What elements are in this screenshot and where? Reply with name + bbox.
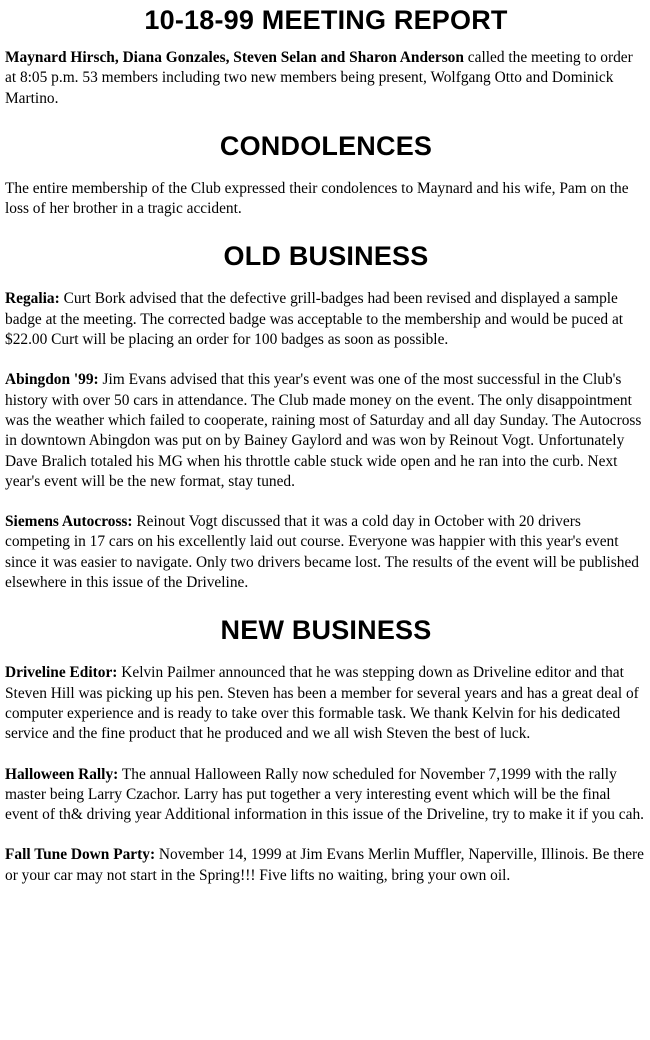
- fall-tune-down-party-lead: Fall Tune Down Party:: [5, 846, 156, 864]
- regalia-paragraph: [5, 289, 647, 350]
- report-title: 10-18-99 MEETING REPORT: [144, 5, 508, 35]
- siemens-autocross-lead: Siemens Autocross:: [5, 513, 133, 531]
- driveline-editor-lead: Driveline Editor:: [5, 664, 118, 682]
- regalia-text: Curt Bork advised that the defective grill-badges had been revised and displayed a sample badge at the meeting. The corrected badge was acceptable to the membership and would be puced at $22.00 Curt will be placing an order for 100 badges as soon as possible.: [5, 290, 624, 349]
- new-business-heading: NEW BUSINESS: [220, 615, 432, 646]
- intro-text: called the meeting to order at 8:05 p.m. 53 members including two new members being present, Wolfgang Otto and Dominick Martino.: [5, 49, 633, 107]
- halloween-rally-text: The annual Halloween Rally now scheduled for November 7,1999 with the rally master being Larry Czachor. Larry has put together a very interesting event which will be the final event of th& driving year Additional information in this issue of the Driveline, try to make it if you cah.: [5, 765, 645, 824]
- fall-tune-down-party-paragraph: [5, 845, 647, 886]
- abingdon-paragraph: [5, 370, 647, 492]
- driveline-editor-text: Kelvin Pailmer announced that he was stepping down as Driveline editor and that Steven Hill was picking up his pen. Steven has been a member for several years and has a great deal of computer experience and is ready to take over this formable task. We thank Kelvin for his dedicated service and the fine product that he produced and we all wish Steven the best of luck.: [5, 664, 639, 743]
- abingdon-text: Jim Evans advised that this year's event was one of the most successful in the Club's history with over 50 cars in attendance. The Club made money on the event. The only disappointment was the weather which failed to cooperate, raining most of Saturday and all day Sunday. The Autocross in downtown Abingdon was put on by Bainey Gaylord and was won by Reinout Vogt. Unfortunately Dave Bralich totaled his MG when his throttle cable stuck wide open and he ran into the curb. Next year's event will be the new format, stay tuned.: [5, 371, 642, 490]
- halloween-rally-paragraph: [5, 765, 647, 826]
- old-business-heading: OLD BUSINESS: [223, 241, 429, 272]
- abingdon-lead: Abingdon '99:: [5, 371, 99, 389]
- intro-lead: Maynard Hirsch, Diana Gonzales, Steven Selan and Sharon Anderson: [5, 49, 464, 66]
- condolences-paragraph: The entire membership of the Club expressed their condolences to Maynard and his wife, Pam on the loss of her brother in a tragic accident.: [5, 179, 629, 218]
- driveline-editor-paragraph: [5, 663, 647, 744]
- halloween-rally-lead: Halloween Rally:: [5, 765, 119, 783]
- siemens-autocross-text: Reinout Vogt discussed that it was a cold day in October with 20 drivers competing in 17 cars on his excellently laid out course. Everyone was happier with this year's event since it was easier to navigate. Only two drivers became lost. The results of the event will be published elsewhere in this issue of the Driveline.: [5, 513, 639, 592]
- condolences-heading: CONDOLENCES: [219, 130, 433, 161]
- regalia-lead: Regalia:: [5, 290, 60, 308]
- fall-tune-down-party-text: November 14, 1999 at Jim Evans Merlin Muffler, Naperville, Illinois. Be there or your car may not start in the Spring!!! Five lifts no waiting, bring your own oil.: [5, 846, 645, 884]
- siemens-autocross-paragraph: [5, 512, 647, 593]
- meeting-report-page: [5, 0, 647, 906]
- intro-paragraph: [5, 48, 647, 109]
